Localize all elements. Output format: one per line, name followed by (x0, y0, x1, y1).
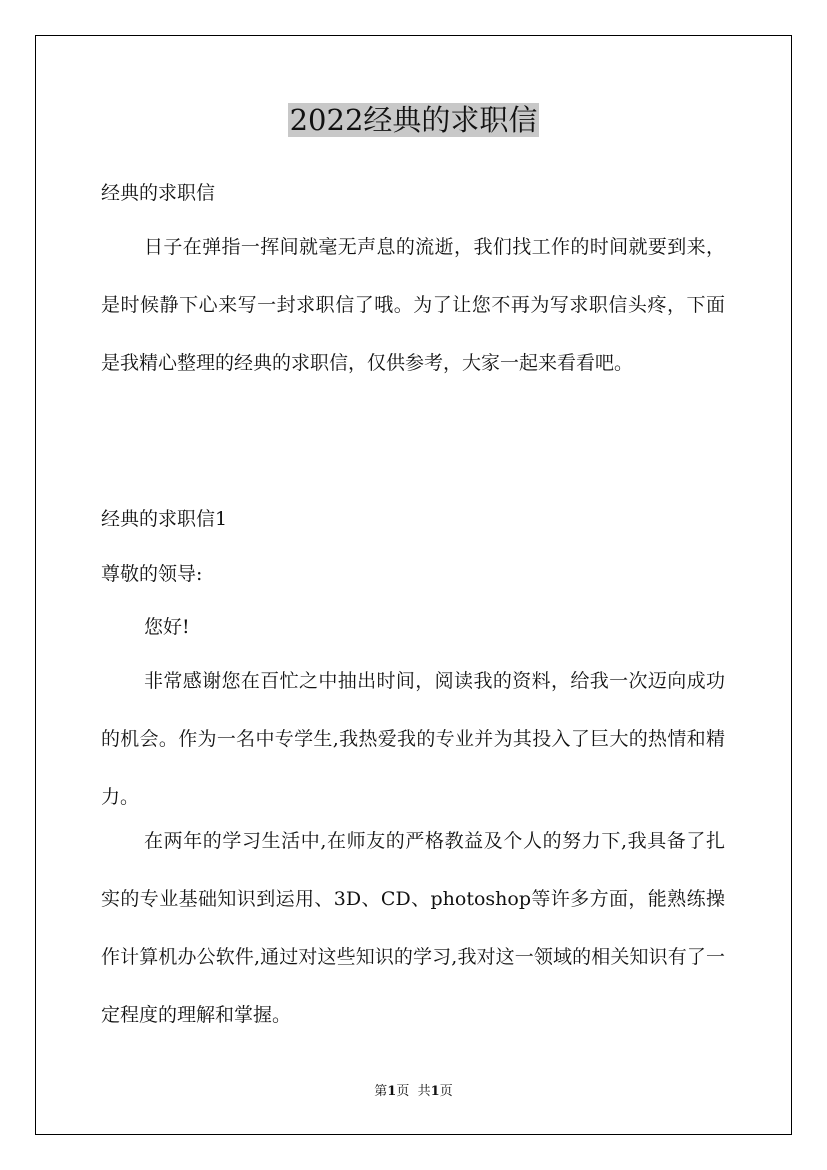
document-title (0, 98, 827, 142)
document-title-text: 2022经典的求职信 (289, 103, 538, 137)
body-paragraph-1: 非常感谢您在百忙之中抽出时间，阅读我的资料，给我一次迈向成功的机会。作为一名中专学生,我热爱我的专业并为其投入了巨大的热情和精力。 (101, 670, 725, 808)
footer-total-pages: 1 (430, 1084, 440, 1099)
body-paragraph-2: 在两年的学习生活中,在师友的严格教益及个人的努力下,我具备了扎实的专业基础知识到运用、3D、CD、photoshop等许多方面，能熟练操作计算机办公软件,通过对这些知识的学习,我对这一领域的相关知识有了一定程度的理解和掌握。 (101, 830, 725, 1026)
footer-total-suffix: 页 (439, 1084, 453, 1099)
page-footer (0, 1083, 827, 1101)
letter-greeting: 您好! (144, 616, 190, 638)
intro-paragraph: 日子在弹指一挥间就毫无声息的流逝，我们找工作的时间就要到来，是时候静下心来写一封求职信了哦。为了让您不再为写求职信头疼，下面是我精心整理的经典的求职信，仅供参考，大家一起来看看吧。 (101, 236, 725, 374)
letter-salutation: 尊敬的领导: (101, 563, 203, 585)
footer-page-number: 1 (387, 1084, 397, 1099)
footer-page-suffix: 页 (396, 1084, 410, 1099)
footer-page-prefix: 第 (374, 1084, 388, 1099)
footer-total-prefix: 共 (417, 1084, 431, 1099)
document-subtitle: 经典的求职信 (101, 182, 216, 204)
letter-heading: 经典的求职信1 (101, 508, 228, 530)
